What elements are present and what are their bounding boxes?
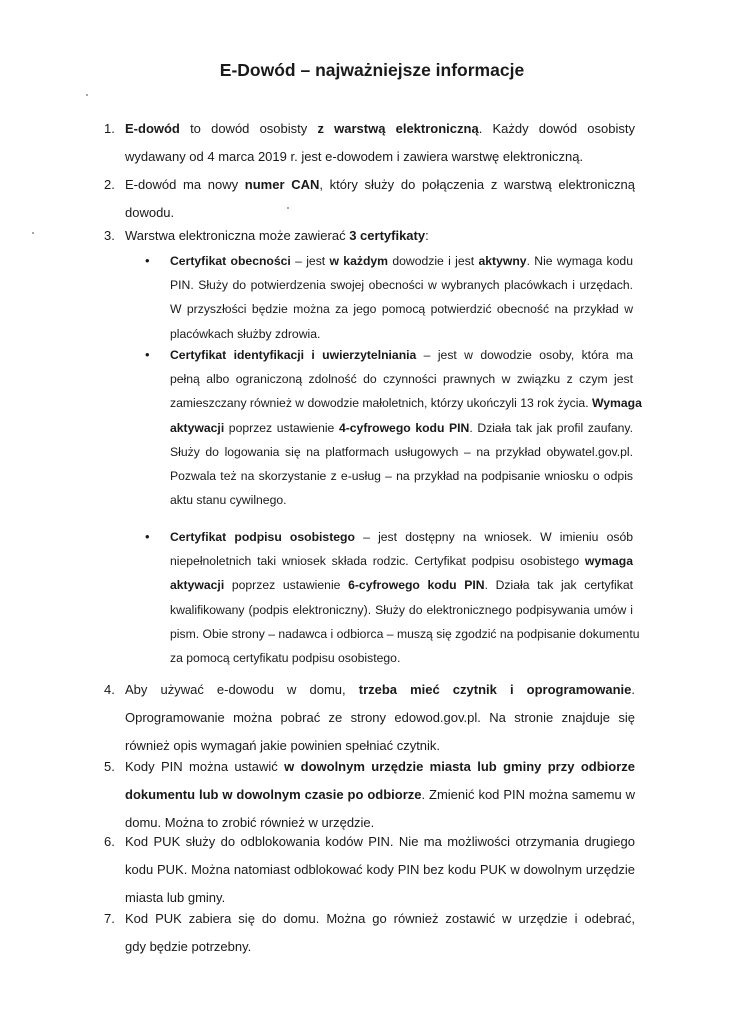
text-line: [170, 646, 633, 670]
text-line: [125, 856, 635, 884]
bold-text: 3 certyfikaty: [349, 228, 426, 243]
bullet-dot-icon: •: [145, 529, 150, 544]
list-item-text: [125, 222, 635, 250]
text-run: za pomocą certyfikatu podpisu osobistego.: [170, 650, 401, 665]
list-number: 5.: [104, 759, 115, 774]
bold-text: Certyfikat obecności: [170, 254, 291, 268]
bold-text: w dowolnym urzędzie miasta lub gminy przy odbiorze: [284, 759, 636, 774]
text-run: , który służy do połączenia z warstwą elektroniczną: [319, 177, 635, 192]
text-run: pełną albo ograniczoną zdolność do czynności prawnych w związku z czym jest: [170, 372, 633, 387]
text-run: niepełnoletnich taki wniosek składa rodzic. Certyfikat podpisu osobistego: [170, 554, 585, 569]
text-run: . Działa tak jak profil zaufany.: [469, 420, 633, 435]
text-run: placówkach służby zdrowia.: [170, 326, 321, 341]
text-run: – jest dostępny na wniosek. W imieniu osób: [354, 530, 634, 544]
text-run: . Nie wymaga kodu: [526, 254, 633, 268]
bold-text: wymaga: [584, 554, 633, 569]
bold-text: E-dowód: [125, 121, 180, 136]
list-item-text: [125, 676, 635, 760]
list-item-text: [125, 905, 635, 961]
text-line: [170, 249, 633, 273]
list-number: 4.: [104, 682, 115, 697]
text-run: Aby używać e-dowodu w domu,: [125, 682, 359, 697]
text-run: również opis wymagań jakie powinien spełniać czytnik.: [125, 738, 441, 753]
scan-speck: [32, 232, 34, 234]
list-item-text: [125, 115, 635, 171]
text-line: [170, 416, 633, 440]
text-line: [125, 828, 635, 856]
text-run: kodu PUK. Można natomiast odblokować kody PIN bez kodu PUK w dowolnym urzędzie: [125, 862, 635, 877]
text-run: aktu stanu cywilnego.: [170, 493, 287, 508]
text-run: PIN. Służy do potwierdzenia swojej obecności w wybranych placówkach i urzędach.: [170, 278, 633, 293]
list-item-text: [125, 171, 635, 227]
bold-text: Certyfikat identyfikacji i uwierzytelniania: [170, 348, 417, 362]
text-run: pism. Obie strony – nadawca i odbiorca – muszą się zgodzić na podpisanie dokumentu: [170, 626, 640, 641]
bold-text: aktywny: [478, 254, 527, 268]
text-run: Służy do logowania się na platformach usługowych – na przykład obywatel.gov.pl.: [170, 444, 633, 459]
text-run: Warstwa elektroniczna może zawierać: [125, 228, 350, 243]
text-run: wydawany od 4 marca 2019 r. jest e-dowodem i zawiera warstwę elektroniczną.: [125, 149, 584, 164]
text-run: E-dowód ma nowy: [125, 177, 245, 192]
text-line: [170, 440, 633, 464]
text-line: [125, 143, 635, 171]
bullet-text: [170, 525, 640, 670]
list-number: 2.: [104, 177, 115, 192]
text-run: Kody PIN można ustawić: [125, 759, 285, 774]
text-run: W przyszłości będzie można za jego pomocą potwierdzić obecność na przykład w: [170, 302, 633, 317]
text-line: [170, 273, 633, 297]
bold-text: aktywacji: [170, 420, 225, 435]
bold-text: Wymaga: [592, 396, 642, 411]
text-line: [170, 464, 633, 488]
page-title: E-Dowód – najważniejsze informacje: [219, 60, 525, 80]
text-run: . Zmienić kod PIN można samemu w: [421, 787, 635, 802]
scan-speck: [287, 207, 289, 209]
text-line: [125, 222, 635, 250]
bullet-dot-icon: •: [145, 253, 150, 268]
text-line: [125, 933, 635, 961]
list-number: 3.: [104, 228, 115, 243]
text-line: [170, 598, 633, 622]
text-run: Oprogramowanie można pobrać ze strony edowod.gov.pl. Na stronie znajduje się: [125, 710, 635, 725]
text-run: Kod PUK służy do odblokowania kodów PIN. Nie ma możliwości otrzymania drugiego: [125, 834, 635, 849]
bullet-dot-icon: •: [145, 347, 150, 362]
text-run: :: [425, 228, 429, 243]
text-line: [125, 115, 635, 143]
text-run: .: [631, 682, 635, 697]
text-run: to dowód osobisty: [179, 121, 318, 136]
text-run: Kod PUK zabiera się do domu. Można go również zostawić w urzędzie i odebrać,: [125, 911, 635, 926]
text-run: gdy będzie potrzebny.: [125, 939, 252, 954]
text-line: [170, 525, 633, 549]
text-line: [170, 391, 642, 415]
text-line: [170, 343, 633, 367]
bold-text: dokumentu lub w dowolnym czasie po odbiorze: [125, 787, 422, 802]
text-line: [170, 622, 640, 646]
text-line: [125, 676, 635, 704]
text-line: [125, 781, 635, 809]
text-line: [125, 171, 635, 199]
list-item-text: [125, 753, 635, 837]
bold-text: numer CAN: [244, 177, 320, 192]
text-run: . Działa tak jak certyfikat: [484, 578, 633, 593]
text-run: dowodzie i jest: [388, 254, 479, 268]
bold-text: z warstwą elektroniczną: [317, 121, 479, 136]
bullet-text: [170, 249, 633, 346]
bold-text: 6-cyfrowego kodu PIN: [348, 578, 485, 593]
text-line: [170, 488, 633, 512]
scan-speck: [86, 94, 88, 96]
text-run: miasta lub gminy.: [125, 890, 226, 905]
text-line: [125, 704, 635, 732]
text-line: [170, 549, 633, 573]
text-line: [170, 367, 633, 391]
text-run: . Każdy dowód osobisty: [478, 121, 635, 136]
list-number: 1.: [104, 121, 115, 136]
bold-text: Certyfikat podpisu osobistego: [170, 530, 355, 544]
bold-text: trzeba mieć czytnik i oprogramowanie: [358, 682, 632, 697]
text-line: [125, 753, 635, 781]
bold-text: w każdym: [329, 254, 389, 268]
list-number: 6.: [104, 834, 115, 849]
text-run: Pozwala też na skorzystanie z e-usług – na przykład na podpisanie wniosku o odpis: [170, 468, 633, 483]
text-run: dowodu.: [125, 205, 175, 220]
text-run: zamieszczany również w dowodzie małoletnich, którzy ukończyli 13 rok życia.: [170, 396, 592, 411]
text-run: – jest w dowodzie osoby, która ma: [416, 348, 633, 362]
text-run: poprzez ustawienie: [224, 420, 339, 435]
text-run: – jest: [290, 254, 330, 268]
list-item-text: [125, 828, 635, 912]
text-line: [170, 573, 633, 597]
text-line: [125, 905, 635, 933]
text-run: poprzez ustawienie: [224, 578, 349, 593]
text-line: [170, 297, 633, 321]
bullet-text: [170, 343, 642, 512]
list-number: 7.: [104, 911, 115, 926]
bold-text: aktywacji: [170, 578, 225, 593]
bold-text: 4-cyfrowego kodu PIN: [338, 420, 470, 435]
text-run: domu. Można to zrobić również w urzędzie.: [125, 815, 375, 830]
text-run: kwalifikowany (podpis elektroniczny). Służy do elektronicznego podpisywania umów i: [170, 602, 633, 617]
